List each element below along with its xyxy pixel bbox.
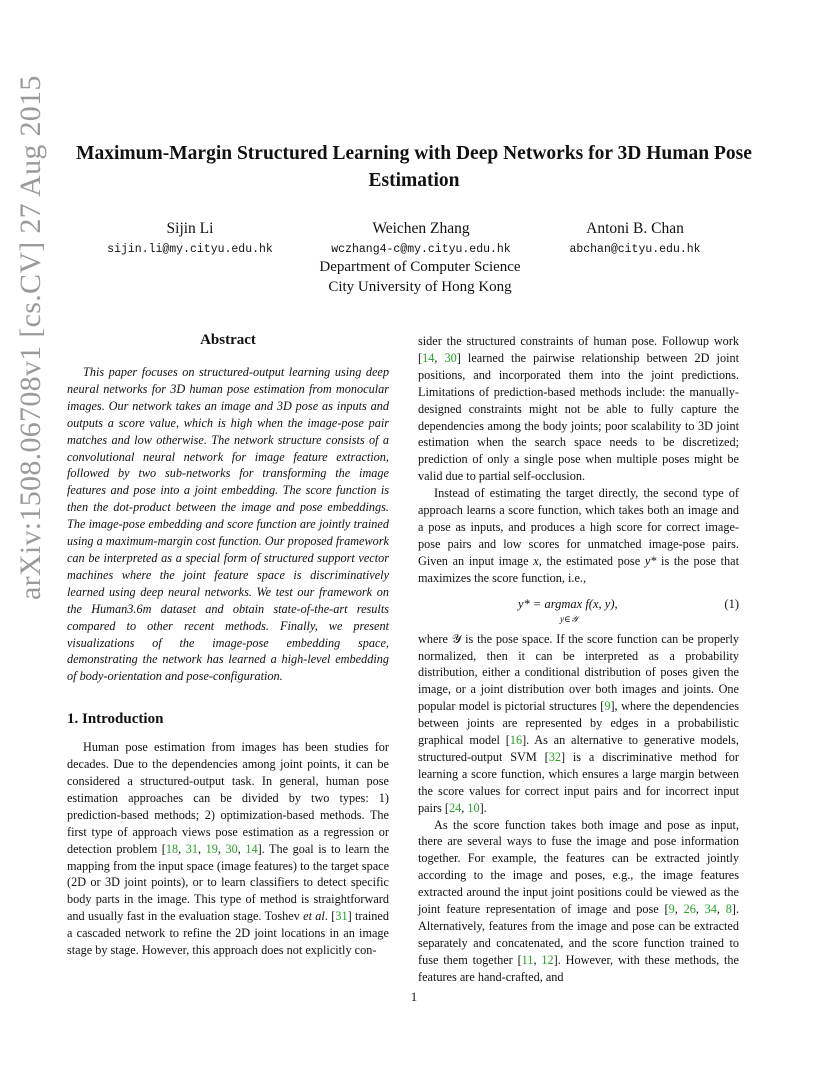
citation-link[interactable]: 10 xyxy=(467,800,480,815)
body-paragraph: Instead of estimating the target directly, the second type of approach learns a score function, which takes both an image and a pose as inputs, and produces a high score for correct image-pose pairs and low scores for unmatched image-pose pairs. Given an input image x, the estimated pose y* is the pose that maximizes the score function, i.e., xyxy=(418,486,739,585)
section-heading: 1. Introduction xyxy=(67,711,164,728)
affiliation xyxy=(260,257,580,297)
citation-link[interactable]: 34 xyxy=(704,902,717,917)
citation-link[interactable]: 31 xyxy=(335,909,348,924)
body-paragraph: As the score function takes both image and pose as input, there are several ways to fuse the image and pose information together. For example, the features can be extracted jointly according to the image and poses, e.g., the image features extracted around the input joint positions could be viewed as the joint feature representation of image and pose [9, 26, 34, 8]. Alternatively, features from the image and pose can be extracted separately and concatenated, and the score function trained to fuse them together [11, 12]. However, with these methods, the features are hand-crafted, and xyxy=(418,817,740,984)
equation-1 xyxy=(418,589,739,629)
author-block xyxy=(550,219,720,258)
citation-link[interactable]: 14 xyxy=(422,350,435,365)
paper-title: Maximum-Margin Structured Learning with Deep Networks for 3D Human Pose Estimation xyxy=(76,143,752,191)
citation-link[interactable]: 12 xyxy=(541,952,554,967)
citation-link[interactable]: 18 xyxy=(165,841,179,856)
citation-link[interactable]: 26 xyxy=(683,902,696,917)
citation-link[interactable]: 24 xyxy=(448,800,462,815)
abstract-heading: Abstract xyxy=(200,332,256,348)
author-email: sijin.li@my.cityu.edu.hk xyxy=(107,243,273,256)
citation-link[interactable]: 19 xyxy=(205,841,218,856)
university: City University of Hong Kong xyxy=(328,279,512,295)
left-column xyxy=(67,330,389,959)
body-paragraph: where 𝒴 is the pose space. If the score function can be properly normalized, then it can be interpreted as a probability distribution, either a conditional distribution of poses given the image, or a joint distribution over both images and joints. One popular model is pictorial structures [9], where the dependencies between joints are represented by edges in a probabilistic graphical model [16]. As an alternative to generative models, structured-output SVM [32] is a discriminative method for learning a score function, which ensures a large margin between the score values for correct input pairs and for incorrect input pairs [24, 10]. xyxy=(418,631,739,815)
arxiv-stamp: arXiv:1508.06708v1 [cs.CV] 27 Aug 2015 xyxy=(14,75,47,600)
author-name: Weichen Zhang xyxy=(372,220,470,237)
page-number: 1 xyxy=(410,990,418,1004)
citation-link[interactable]: 11 xyxy=(521,952,534,967)
equation-body: y* = argmax f(x, y), xyxy=(518,596,618,611)
citation-link[interactable]: 14 xyxy=(245,841,258,856)
author-name: Antoni B. Chan xyxy=(586,220,684,237)
citation-link[interactable]: 8 xyxy=(725,902,732,917)
author-email: abchan@cityu.edu.hk xyxy=(569,243,701,256)
author-block xyxy=(314,219,528,258)
citation-link[interactable]: 9 xyxy=(668,902,675,917)
author-block xyxy=(90,219,290,258)
citation-link[interactable]: 32 xyxy=(548,749,561,764)
author-name: Sijin Li xyxy=(166,220,214,237)
citation-link[interactable]: 16 xyxy=(509,733,523,748)
equation-subscript: y∈𝒴 xyxy=(560,613,578,624)
citation-link[interactable]: 9 xyxy=(604,699,611,714)
author-email: wczhang4-c@my.cityu.edu.hk xyxy=(331,243,511,256)
abstract-text: This paper focuses on structured-output learning using deep neural networks for 3D human pose estimation from monocular images. Our network takes an image and 3D pose as inputs and outputs a score value, which is high when the image-pose pair matches and low otherwise. The network structure consists of a convolutional neural network for image feature extraction, followed by two sub-networks for transforming the image features and pose into a joint embedding. The score function is then the dot-product between the image and pose embeddings. The image-pose embedding and score function are jointly trained using a maximum-margin cost function. Our proposed framework can be interpreted as a special form of structured support vector machines where the joint feature space is discriminatively learned using deep neural networks. We test our framework on the Human3.6m dataset and obtain state-of-the-art results compared to other recent methods. Finally, we present visualizations of the image-pose embedding space, demonstrating the network has learned a high-level embedding of body-orientation and pose-configuration. xyxy=(67,365,389,684)
citation-link[interactable]: 31 xyxy=(185,841,198,856)
citation-link[interactable]: 30 xyxy=(225,841,238,856)
intro-paragraph: Human pose estimation from images has been studies for decades. Due to the dependencies among joint points, it can be considered a structured-output task. In general, human pose estimation approaches can be divided by two types: 1) prediction-based methods; 2) optimization-based methods. The first type of approach views pose estimation as a regression or detection problem [18, 31, 19, 30, 14]. The goal is to learn the mapping from the input space (image features) to the target space (2D or 3D joint points), or to learn classifiers to detect specific body parts in the image. This type of method is straightforward and usually fast in the evaluation stage. Toshev et al. [31] trained a cascaded network to refine the 2D joint locations in an image stage by stage. However, this approach does not explicitly con- xyxy=(67,740,390,958)
equation-number: (1) xyxy=(724,596,739,611)
citation-link[interactable]: 30 xyxy=(444,350,457,365)
body-paragraph: sider the structured constraints of human pose. Followup work [14, 30] learned the pairwise relationship between 2D joint positions, and incorporated them into the joint predictions. Limitations of prediction-based methods include: the manually-designed constraints might not be able to fully capture the dependencies among the body joints; poor scalability to 3D joint estimation when the search space needs to be discretized; prediction of only a single pose when multiple poses might be valid due to partial self-occlusion. xyxy=(418,334,740,484)
department: Department of Computer Science xyxy=(319,259,521,275)
right-column xyxy=(418,333,739,986)
